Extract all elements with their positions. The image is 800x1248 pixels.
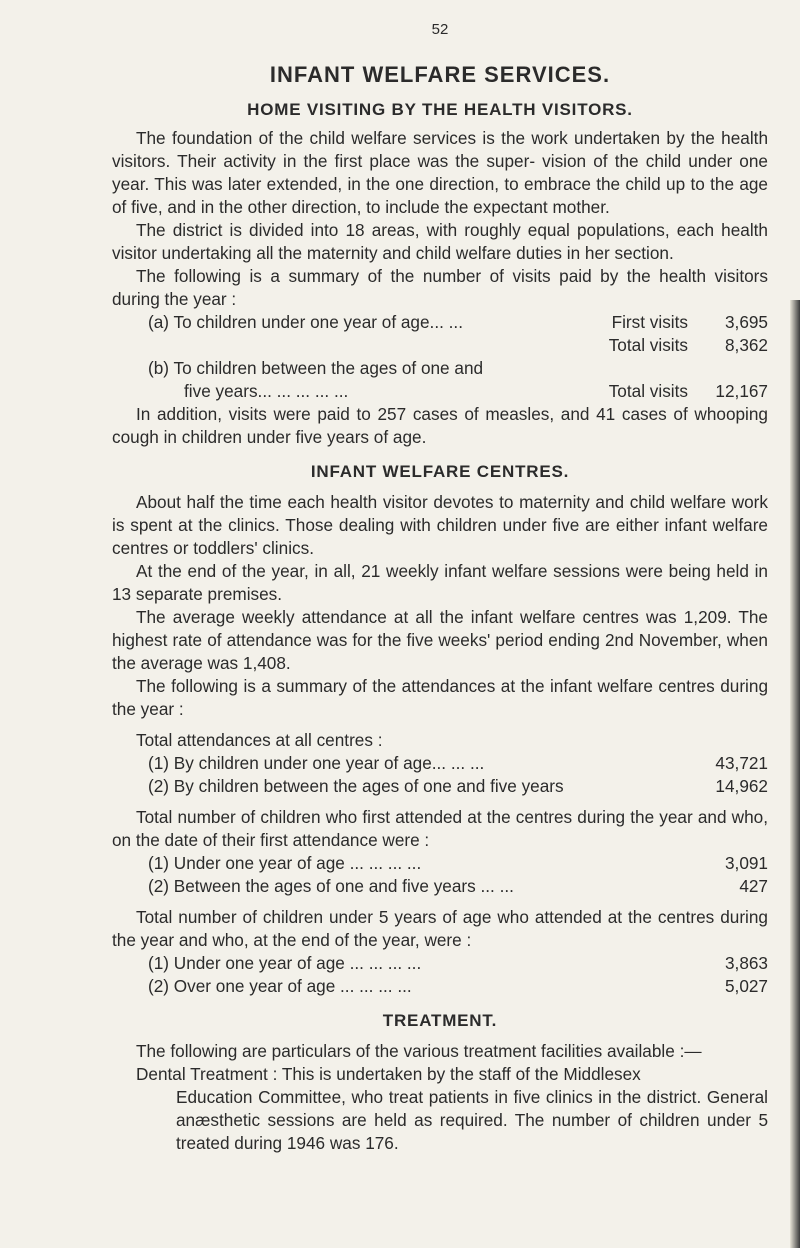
first-attend-row-2 [112,875,768,898]
paragraph: In addition, visits were paid to 257 cases of measles, and 41 cases of whooping cough in children under five years of age. [112,404,768,447]
row-value: 3,091 [724,853,768,873]
paragraph: The following is a summary of the number of visits paid by the health visitors during the year : [112,266,768,309]
row-sublabel: First visits [611,312,688,332]
page-title: INFANT WELFARE SERVICES. [269,62,611,87]
row-value: 427 [739,876,768,896]
attendance-row-2 [112,775,768,798]
row-label: (1) Under one year of age ... ... ... ... [148,853,422,873]
row-value: 3,695 [724,312,768,332]
row-label: (1) Under one year of age ... ... ... ... [148,953,422,973]
row-value: 5,027 [724,976,768,996]
page-number: 52 [431,21,449,38]
dental-treatment-item [112,1063,768,1155]
heading-treatment: TREATMENT. [382,1011,498,1030]
paragraph: The following is a summary of the attendances at the infant welfare centres during the year : [112,676,768,719]
heading-home-visiting: HOME VISITING BY THE HEALTH VISITORS. [247,100,633,119]
end-year-row-2 [112,975,768,998]
paragraph: At the end of the year, in all, 21 weekly infant welfare sessions were being held in 13 separate premises. [112,561,768,604]
paragraph: The foundation of the child welfare services is the work undertaken by the health visitors. Their activity in the first place was the super- vision of the child under one year. This was later extended, in the one direction, to embrace the child up to the age of five, and in the other direction, to include the expectant mother. [112,128,768,217]
row-value: 3,863 [724,953,768,973]
attendance-row-1 [112,752,768,775]
visits-row-b-label [112,357,768,380]
row-label: (2) By children between the ages of one and five years [148,776,564,796]
visits-row-a-total [112,334,768,357]
row-label: five years... ... ... ... ... [184,381,349,401]
dental-first-line: Dental Treatment : This is undertaken by the staff of the Middlesex [136,1064,641,1084]
page-content [112,18,768,1155]
visits-row-b-total [112,380,768,403]
row-sublabel: Total visits [608,381,688,401]
page-edge-shadow [790,300,800,1248]
row-value: 14,962 [715,776,768,796]
row-value: 8,362 [724,335,768,355]
paragraph: The average weekly attendance at all the infant welfare centres was 1,209. The highest rate of attendance was for the five weeks' period ending 2nd November, when the average was 1,408. [112,607,768,673]
paragraph: Total number of children who first attended at the centres during the year and who, on the date of their first attendance were : [112,807,768,850]
row-label: (2) Over one year of age ... ... ... ... [148,976,412,996]
end-year-row-1 [112,952,768,975]
row-sublabel: Total visits [608,335,688,355]
row-label: (a) To children under one year of age... ... [148,312,463,332]
total-attendances-label: Total attendances at all centres : [136,730,383,750]
paragraph: About half the time each health visitor devotes to maternity and child welfare work is spent at the clinics. Those dealing with children under five are either infant welfare centres or toddlers' clinics. [112,492,768,558]
paragraph: The district is divided into 18 areas, with roughly equal populations, each health visitor undertaking all the maternity and child welfare duties in her section. [112,220,768,263]
row-value: 12,167 [715,381,768,401]
row-label: (b) To children between the ages of one and [148,358,484,378]
visits-row-a-first [112,311,768,334]
row-label: (1) By children under one year of age... ... ... [148,753,485,773]
row-label: (2) Between the ages of one and five years ... ... [148,876,514,896]
heading-infant-welfare-centres: INFANT WELFARE CENTRES. [310,462,570,481]
paragraph: Total number of children under 5 years of age who attended at the centres during the year and who, at the end of the year, were : [112,907,768,950]
first-attend-row-1 [112,852,768,875]
paragraph: The following are particulars of the various treatment facilities available :— [136,1041,702,1061]
dental-continuation: Education Committee, who treat patients in five clinics in the district. General anæsthetic sessions are held as required. The number of children under 5 treated during 1946 was 176. [176,1087,768,1153]
row-value: 43,721 [715,753,768,773]
